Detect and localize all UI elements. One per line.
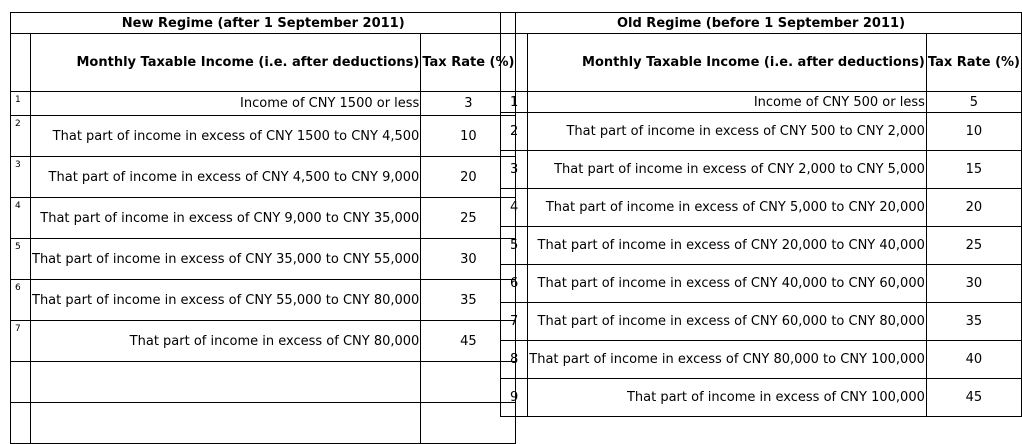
table-row bbox=[11, 116, 516, 157]
tax-rate: 10 bbox=[421, 116, 516, 157]
income-bracket: That part of income in excess of CNY 4,500 to CNY 9,000 bbox=[31, 157, 421, 198]
tax-rate: 25 bbox=[926, 227, 1021, 265]
old-regime-table bbox=[500, 12, 1022, 417]
tax-rate: 10 bbox=[926, 113, 1021, 151]
tax-rate: 25 bbox=[421, 198, 516, 239]
table-row bbox=[11, 280, 516, 321]
row-number: 2 bbox=[11, 116, 31, 157]
table-row bbox=[501, 303, 1022, 341]
new-regime-header-income: Monthly Taxable Income (i.e. after deductions) bbox=[31, 34, 421, 92]
row-number: 4 bbox=[501, 189, 528, 227]
income-bracket bbox=[31, 403, 421, 444]
row-number: 5 bbox=[11, 239, 31, 280]
income-bracket: That part of income in excess of CNY 20,000 to CNY 40,000 bbox=[528, 227, 927, 265]
table-gap bbox=[490, 12, 500, 425]
table-row bbox=[501, 151, 1022, 189]
table-row bbox=[501, 265, 1022, 303]
tax-rate: 40 bbox=[926, 341, 1021, 379]
old-regime-header-rate: Tax Rate (%) bbox=[926, 34, 1021, 92]
new-regime-header-no bbox=[11, 34, 31, 92]
income-bracket: Income of CNY 1500 or less bbox=[31, 92, 421, 116]
row-number: 5 bbox=[501, 227, 528, 265]
table-row bbox=[11, 321, 516, 362]
table-row bbox=[11, 362, 516, 403]
income-bracket bbox=[31, 362, 421, 403]
tax-rate: 30 bbox=[926, 265, 1021, 303]
tax-rate: 20 bbox=[421, 157, 516, 198]
table-row bbox=[501, 113, 1022, 151]
row-number: 1 bbox=[11, 92, 31, 116]
old-regime-header-income: Monthly Taxable Income (i.e. after deductions) bbox=[528, 34, 927, 92]
income-bracket: That part of income in excess of CNY 80,000 bbox=[31, 321, 421, 362]
table-row bbox=[11, 239, 516, 280]
tax-rate: 45 bbox=[421, 321, 516, 362]
table-row bbox=[501, 227, 1022, 265]
row-number: 3 bbox=[501, 151, 528, 189]
new-regime-table bbox=[10, 12, 516, 444]
row-number: 8 bbox=[501, 341, 528, 379]
tax-rate: 3 bbox=[421, 92, 516, 116]
row-number bbox=[11, 403, 31, 444]
old-regime-header-no bbox=[501, 34, 528, 92]
tax-rate: 15 bbox=[926, 151, 1021, 189]
row-number: 3 bbox=[11, 157, 31, 198]
row-number: 6 bbox=[11, 280, 31, 321]
row-number: 2 bbox=[501, 113, 528, 151]
table-row bbox=[11, 92, 516, 116]
income-bracket: That part of income in excess of CNY 2,000 to CNY 5,000 bbox=[528, 151, 927, 189]
income-bracket: That part of income in excess of CNY 80,000 to CNY 100,000 bbox=[528, 341, 927, 379]
table-row bbox=[501, 92, 1022, 113]
table-row bbox=[11, 198, 516, 239]
row-number bbox=[11, 362, 31, 403]
tax-rate: 30 bbox=[421, 239, 516, 280]
income-bracket: That part of income in excess of CNY 60,000 to CNY 80,000 bbox=[528, 303, 927, 341]
row-number: 7 bbox=[11, 321, 31, 362]
new-regime-header-rate: Tax Rate (%) bbox=[421, 34, 516, 92]
table-row bbox=[501, 189, 1022, 227]
row-number: 7 bbox=[501, 303, 528, 341]
new-regime-title: New Regime (after 1 September 2011) bbox=[11, 13, 516, 34]
income-bracket: Income of CNY 500 or less bbox=[528, 92, 927, 113]
tax-rate: 45 bbox=[926, 379, 1021, 417]
income-bracket: That part of income in excess of CNY 55,000 to CNY 80,000 bbox=[31, 280, 421, 321]
row-number: 9 bbox=[501, 379, 528, 417]
income-bracket: That part of income in excess of CNY 5,000 to CNY 20,000 bbox=[528, 189, 927, 227]
table-row bbox=[11, 403, 516, 444]
table-row bbox=[501, 341, 1022, 379]
income-bracket: That part of income in excess of CNY 35,000 to CNY 55,000 bbox=[31, 239, 421, 280]
income-bracket: That part of income in excess of CNY 1500 to CNY 4,500 bbox=[31, 116, 421, 157]
row-number: 1 bbox=[501, 92, 528, 113]
row-number: 6 bbox=[501, 265, 528, 303]
tax-rate: 20 bbox=[926, 189, 1021, 227]
tax-rate: 35 bbox=[926, 303, 1021, 341]
income-bracket: That part of income in excess of CNY 100,000 bbox=[528, 379, 927, 417]
tax-rate: 5 bbox=[926, 92, 1021, 113]
income-bracket: That part of income in excess of CNY 40,000 to CNY 60,000 bbox=[528, 265, 927, 303]
income-bracket: That part of income in excess of CNY 9,000 to CNY 35,000 bbox=[31, 198, 421, 239]
table-row bbox=[11, 157, 516, 198]
income-bracket: That part of income in excess of CNY 500 to CNY 2,000 bbox=[528, 113, 927, 151]
tax-rate: 35 bbox=[421, 280, 516, 321]
table-row bbox=[501, 379, 1022, 417]
row-number: 4 bbox=[11, 198, 31, 239]
old-regime-title: Old Regime (before 1 September 2011) bbox=[501, 13, 1022, 34]
